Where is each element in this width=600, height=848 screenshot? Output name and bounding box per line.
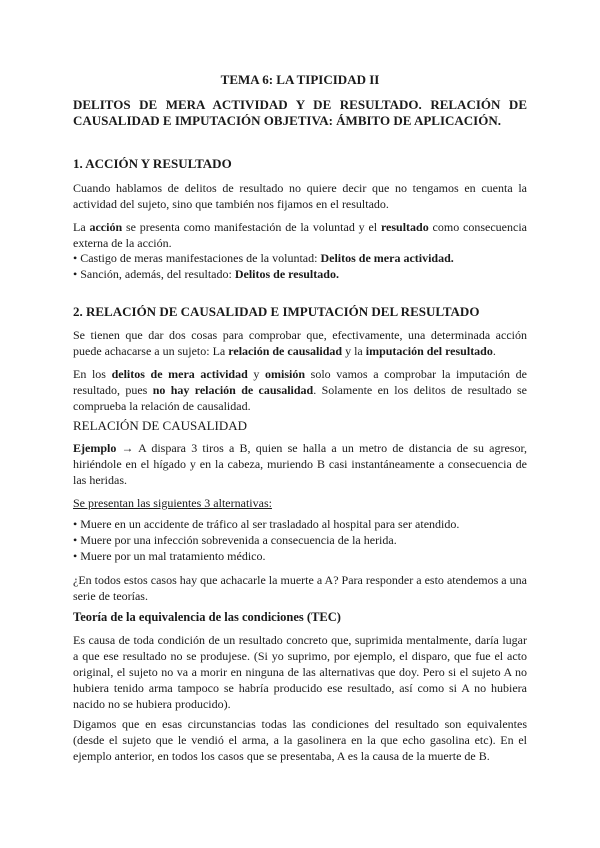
section-1-paragraph-1: Cuando hablamos de delitos de resultado no quiere decir que no tengamos en cuenta la actividad del sujeto, sino que también nos fijamos en el resultado. xyxy=(73,181,527,211)
alternative-3: • Muere por un mal tratamiento médico. xyxy=(73,549,266,563)
example-paragraph: Ejemplo → A dispara 3 tiros a B, quien se halla a un metro de distancia de su agresor, hiriéndole en el hígado y en la cabeza, muriendo B casi instantáneamente a consecuencia de las heridas. xyxy=(73,441,527,487)
section-2-paragraph-2: En los delitos de mera actividad y omisión solo vamos a comprobar la imputación de resultado, pues no hay relación de causalidad. Solamente en los delitos de resultado se comprueba la relación de causalidad. xyxy=(73,367,527,413)
section-1-heading: 1. ACCIÓN Y RESULTADO xyxy=(73,156,232,171)
alternatives-title: Se presentan las siguientes 3 alternativas: xyxy=(73,496,272,510)
alternative-1: • Muere en un accidente de tráfico al ser trasladado al hospital para ser atendido. xyxy=(73,517,460,531)
alternative-2: • Muere por una infección sobrevenida a consecuencia de la herida. xyxy=(73,533,397,547)
relacion-causalidad-heading: RELACIÓN DE CAUSALIDAD xyxy=(73,418,248,433)
bullet-mera-actividad: • Castigo de meras manifestaciones de la voluntad: Delitos de mera actividad. xyxy=(73,251,454,265)
document-subtitle: DELITOS DE MERA ACTIVIDAD Y DE RESULTADO. RELACIÓN DE CAUSALIDAD E IMPUTACIÓN OBJETIVA: ÁMBITO DE APLICACIÓN. xyxy=(73,97,527,128)
document-title: TEMA 6: LA TIPICIDAD II xyxy=(220,72,380,87)
section-2-paragraph-1: Se tienen que dar dos cosas para comprobar que, efectivamente, una determinada acción puede achacarse a un sujeto: La relación de causalidad y la imputación del resultado. xyxy=(73,328,527,358)
question-paragraph: ¿En todos estos casos hay que achacarle la muerte a A? Para responder a esto atendemos a una serie de teorías. xyxy=(73,573,527,603)
bullet-resultado: • Sanción, además, del resultado: Delitos de resultado. xyxy=(73,267,339,281)
section-2-heading: 2. RELACIÓN DE CAUSALIDAD E IMPUTACIÓN DEL RESULTADO xyxy=(73,304,480,319)
tec-paragraph-2: Digamos que en esas circunstancias todas las condiciones del resultado son equivalentes (desde el sujeto que le vendió el arma, a la gasolinera en la que echo gasolina etc). En el ejemplo anterior, en todos los casos que se presentaba, A es la causa de la muerte de B. xyxy=(73,717,527,763)
tec-heading: Teoría de la equivalencia de las condiciones (TEC) xyxy=(73,610,341,624)
tec-paragraph-1: Es causa de toda condición de un resultado concreto que, suprimida mentalmente, daría lugar a que ese resultado no se produjese. (Si yo suprimo, por ejemplo, el disparo, que fue el acto original, el sujeto no va a morir en ninguna de las alternativas que doy. Pero si el sujeto A no hubiera tenido arma tampoco se habría producido ese resultado, así como si A no hubiera nacido no se hubiera producido). xyxy=(73,633,527,711)
section-1-paragraph-2: La acción se presenta como manifestación de la voluntad y el resultado como consecuencia externa de la acción. xyxy=(73,220,527,250)
